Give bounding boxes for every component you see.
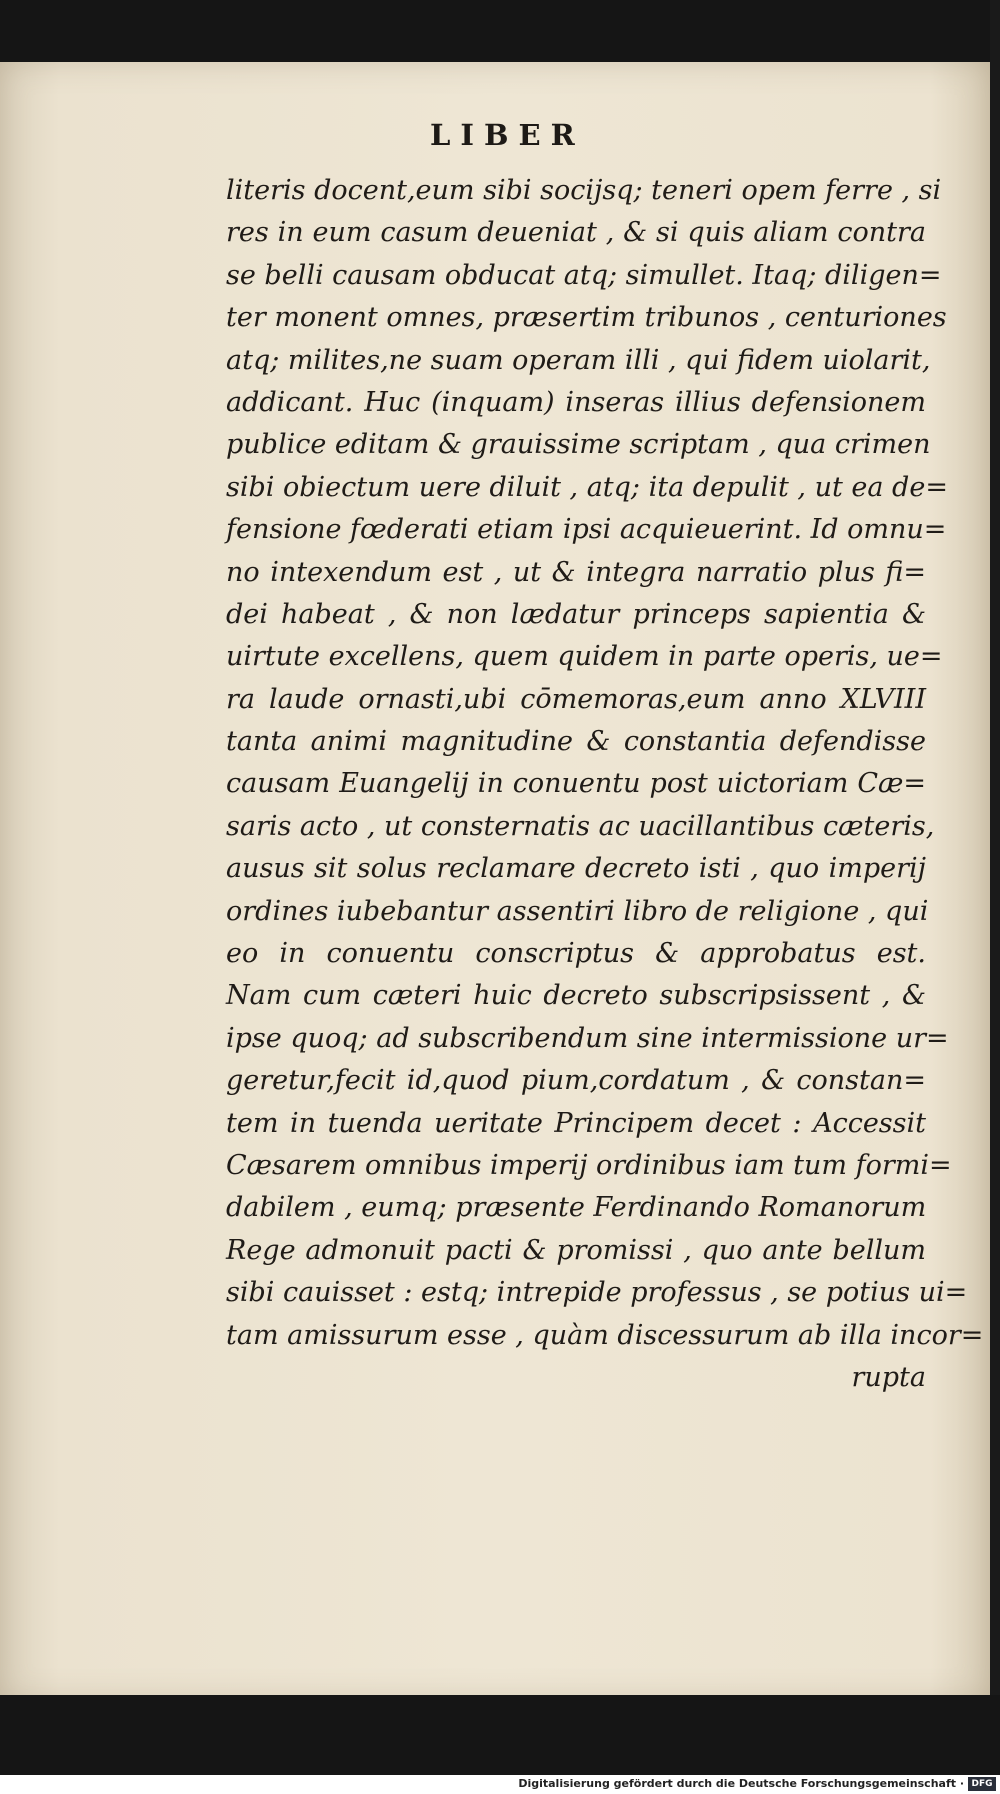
text-line: sibi obiectum uere diluit , atq; ita depulit , ut ea de= (226, 471, 948, 503)
text-line: fensione fœderati etiam ipsi acquieuerint. Id omnu= (226, 514, 947, 546)
catchword: rupta (851, 1361, 926, 1393)
dfg-logo-icon: DFG (968, 1777, 996, 1791)
text-line: se belli causam obducat atq; simullet. Itaq; diligen= (226, 259, 942, 291)
text-line: atq; milites,ne suam operam illi , qui fidem uiolarit, (226, 344, 931, 376)
text-line: uirtute excellens, quem quidem in parte operis, ue= (226, 641, 943, 673)
scan-border-right (990, 0, 1000, 1760)
scan-border-top (0, 0, 1000, 68)
text-line: ordines iubebantur assentiri libro de religione , qui (226, 895, 929, 927)
text-line: Nam cum cæteri huic decreto subscripsissent , & (226, 980, 926, 1012)
text-line: saris acto , ut consternatis ac uacillantibus cæteris, (226, 810, 935, 842)
text-line: tanta animi magnitudine & constantia defendisse (226, 726, 926, 758)
text-line: causam Euangelij in conuentu post uictoriam Cæ= (226, 768, 926, 800)
text-line: ipse quoq; ad subscribendum sine intermissione ur= (226, 1022, 949, 1054)
text-line: ter monent omnes, præsertim tribunos , centuriones (226, 302, 947, 334)
running-head: LIBER (430, 118, 585, 152)
funding-credit: Digitalisierung gefördert durch die Deutsche Forschungsgemeinschaft · (518, 1777, 964, 1790)
text-line: geretur,fecit id,quod pium,cordatum , & constan= (226, 1065, 926, 1097)
text-line: dei habeat , & non lædatur princeps sapientia & (226, 598, 926, 630)
text-line: res in eum casum deueniat , & si quis aliam contra (226, 217, 926, 249)
text-line: dabilem , eumq; præsente Ferdinando Romanorum (226, 1192, 927, 1224)
scan-border-bottom (0, 1695, 1000, 1775)
text-line: addicant. Huc (inquam) inseras illius defensionem (226, 386, 926, 418)
text-line: tam amissurum esse , quàm discessurum ab illa incor= (226, 1319, 984, 1351)
text-line: literis docent,eum sibi socijsq; teneri opem ferre , si (226, 175, 942, 206)
text-line: no intexendum est , ut & integra narratio plus fi= (226, 556, 926, 588)
text-line: Rege admonuit pacti & promissi , quo ante bellum (226, 1234, 926, 1266)
page-body-text (226, 170, 984, 1399)
text-line: tem in tuenda ueritate Principem decet : Accessit (226, 1107, 926, 1139)
text-line: Cæsarem omnibus imperij ordinibus iam tum formi= (226, 1149, 952, 1181)
text-line: ra laude ornasti,ubi cōmemoras,eum anno XLVIII (226, 683, 926, 715)
text-line: sibi cauisset : estq; intrepide professus , se potius ui= (226, 1277, 968, 1309)
text-line: eo in conuentu conscriptus & approbatus est. (226, 938, 926, 970)
text-line: ausus sit solus reclamare decreto isti , quo imperij (226, 853, 926, 885)
text-line: publice editam & grauissime scriptam , qua crimen (226, 429, 931, 461)
